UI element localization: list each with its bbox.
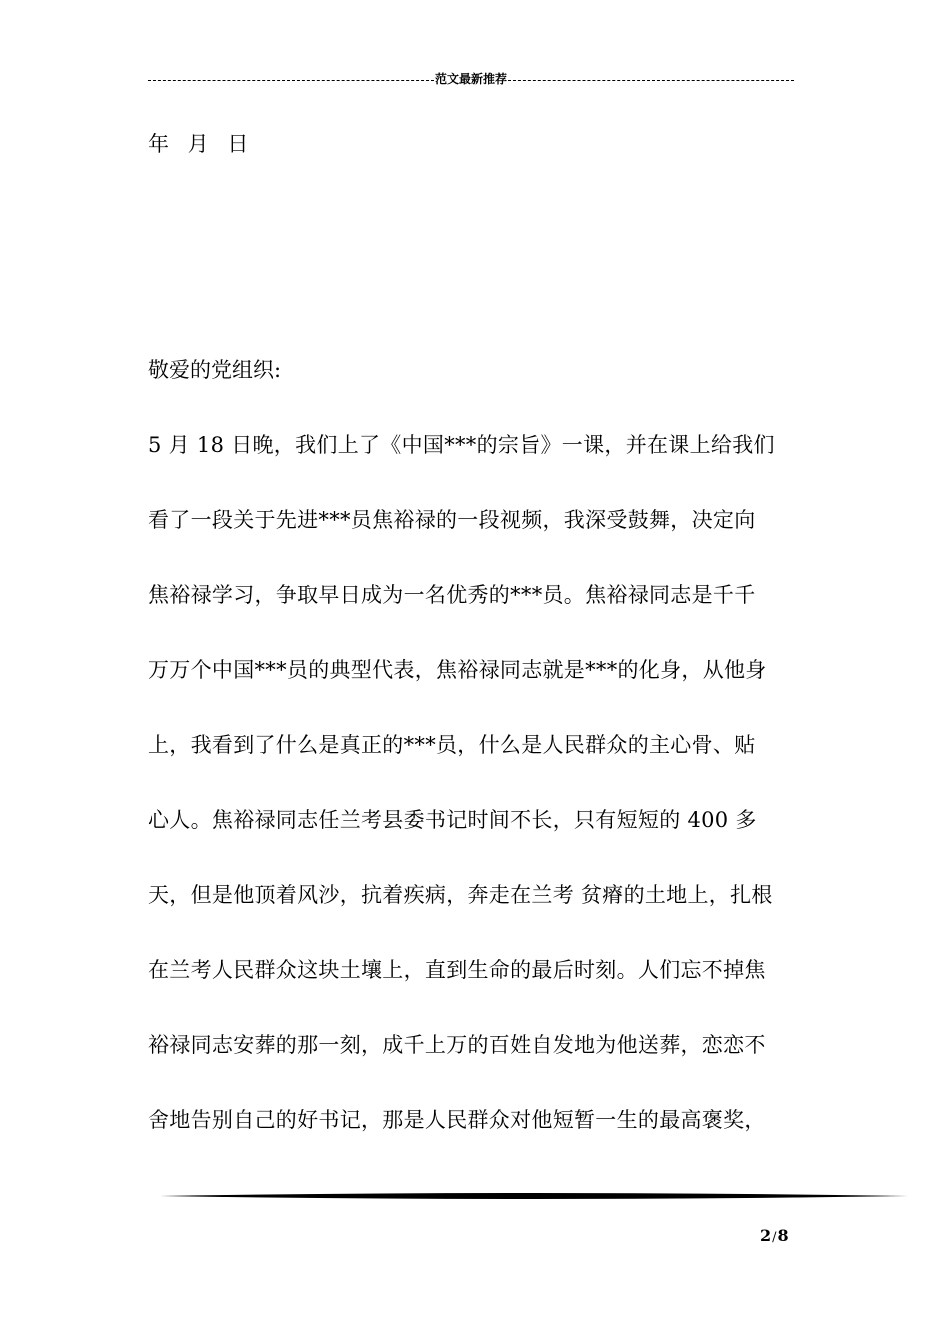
body-line: 天，但是他顶着风沙，抗着疾病，奔走在兰考 贫瘠的土地上，扎根 xyxy=(148,883,773,907)
salutation: 敬爱的党组织: xyxy=(148,358,282,382)
body-line: 舍地告别自己的好书记，那是人民群众对他短暂一生的最高褒奖， xyxy=(148,1108,766,1132)
page-header xyxy=(148,70,794,88)
date-line: 年 月 日 xyxy=(148,132,255,156)
header-dashes-left xyxy=(148,80,434,81)
page-current: 2 xyxy=(760,1226,772,1245)
body-line: 上，我看到了什么是真正的***员，什么是人民群众的主心骨、贴 xyxy=(148,733,756,757)
body-line: 在兰考人民群众这块土壤上，直到生命的最后时刻。人们忘不掉焦 xyxy=(148,958,766,982)
body-line: 裕禄同志安葬的那一刻，成千上万的百姓自发地为他送葬，恋恋不 xyxy=(148,1033,766,1057)
body-line: 看了一段关于先进***员焦裕禄的一段视频，我深受鼓舞，决定向 xyxy=(148,508,756,532)
footer-rule xyxy=(160,1192,908,1200)
body-line: 万万个中国***员的典型代表，焦裕禄同志就是***的化身，从他身 xyxy=(148,658,767,682)
body-line: 5 月 18 日晚，我们上了《中国***的宗旨》一课，并在课上给我们 xyxy=(148,433,775,457)
page-number xyxy=(760,1226,820,1245)
body-line: 焦裕禄学习，争取早日成为一名优秀的***员。焦裕禄同志是千千 xyxy=(148,583,756,607)
page-total: 8 xyxy=(777,1226,789,1245)
page-separator: / xyxy=(772,1230,777,1245)
header-title: 范文最新推荐 xyxy=(435,72,508,86)
header-dashes-right xyxy=(508,80,794,81)
body-line: 心人。焦裕禄同志任兰考县委书记时间不长，只有短短的 400 多 xyxy=(148,808,757,832)
